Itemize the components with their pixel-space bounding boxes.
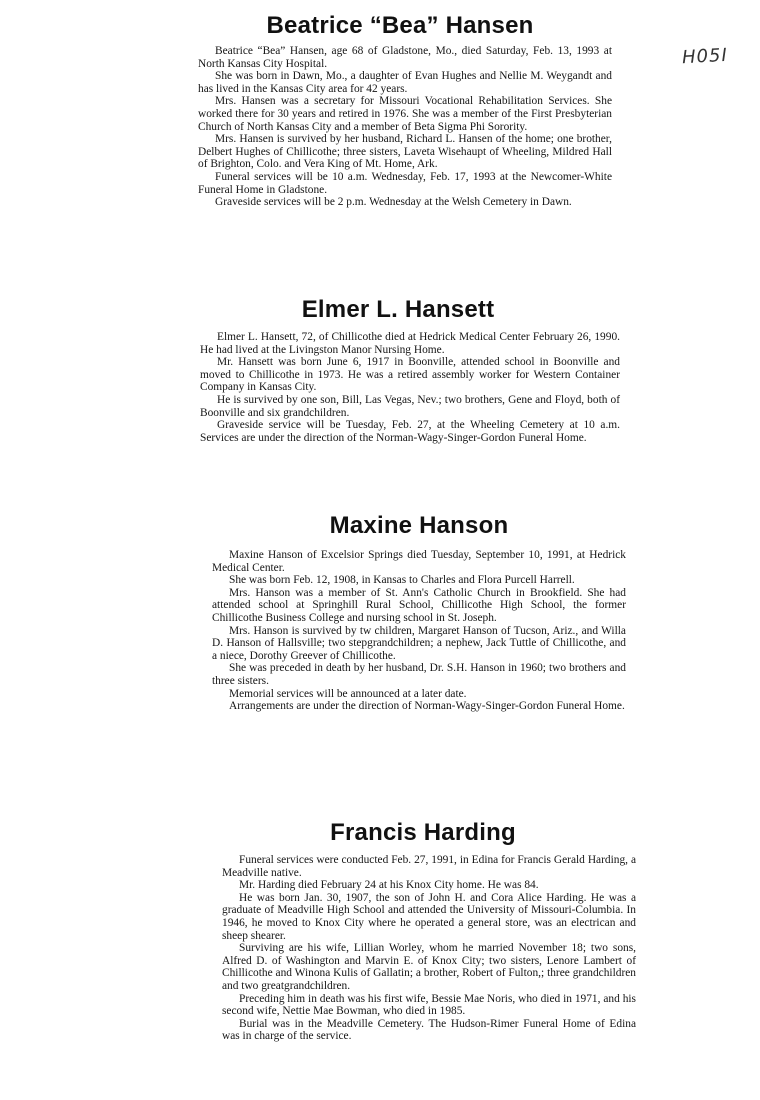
obituary-paragraph: Mrs. Hanson was a member of St. Ann's Catholic Church in Brookfield. She had attended school at Springhill Rural School, Chillicothe High School, the former Chillicothe Business College and nursing school in St. Joseph. [212,586,626,624]
obituary-paragraph: She was preceded in death by her husband, Dr. S.H. Hanson in 1960; two brothers and three sisters. [212,662,626,687]
obituary-paragraph: Mrs. Hansen was a secretary for Missouri Vocational Rehabilitation Services. She worked there for 30 years and retired in 1976. She was a member of the First Presbyterian Church of North Kansas City and a member of Beta Sigma Phi Sorority. [198,95,612,133]
handwritten-note: H05I [681,44,729,69]
obituary-elmer-hansett [200,296,620,444]
obituary-paragraph: Elmer L. Hansett, 72, of Chillicothe died at Hedrick Medical Center February 26, 1990. He had lived at the Livingston Manor Nursing Home. [200,331,620,356]
obituary-paragraph: He was born Jan. 30, 1907, the son of John H. and Cora Alice Harding. He was a graduate of Meadville High School and attended the University of Missouri-Columbia. In 1946, he moved to Knox City where he operated a general store, was an electrican and sheep shearer. [222,891,636,942]
obituary-paragraph: Mr. Harding died February 24 at his Knox City home. He was 84. [239,879,539,892]
obituary-paragraph: Preceding him in death was his first wife, Bessie Mae Noris, who died in 1971, and his second wife, Nettie Mae Bowman, who died in 1985. [222,992,636,1018]
obituary-name: Beatrice “Bea” Hansen [266,12,534,39]
obituary-paragraph: Surviving are his wife, Lillian Worley, whom he married November 18; two sons, Alfred D. of Washington and Marvin E. of Knox City; two sisters, Lenore Lambert of Chillicothe and Winona Kulis of Gallatin; a brother, Robert of Fulton,; three grandchildren and two greatgrandchildren. [222,942,636,992]
obituary-paragraph: Beatrice “Bea” Hansen, age 68 of Gladstone, Mo., died Saturday, Feb. 13, 1993 at North Kansas City Hospital. [198,45,612,70]
obituary-name: Elmer L. Hansett [301,296,495,323]
obituary-paragraph: Mr. Hansett was born June 6, 1917 in Boonville, attended school in Boonville and moved to Chillicothe in 1973. He was a retired assembly worker for Western Container Company in Kansas City. [200,356,620,394]
obituary-paragraph: Graveside service will be Tuesday, Feb. 27, at the Wheeling Cemetery at 10 a.m. Services are under the direction of the Norman-Wagy-Singer-Gordon Funeral Home. [200,419,620,444]
obituary-paragraph: Memorial services will be announced at a later date. [229,687,467,700]
obituary-name: Maxine Hanson [329,512,509,539]
obituary-paragraph: Mrs. Hansen is survived by her husband, Richard L. Hansen of the home; one brother, Delbert Hughes of Chillicothe; three sisters, Laveta Wisehaupt of Wheeling, Mildred Hall of Brighton, Colo. and Vera King of Mt. Home, Ark. [198,133,612,171]
obituary-paragraph: Burial was in the Meadville Cemetery. The Hudson-Rimer Funeral Home of Edina was in charge of the service. [222,1017,636,1043]
obituary-paragraph: She was born Feb. 12, 1908, in Kansas to Charles and Flora Purcell Harrell. [229,574,575,587]
obituary-paragraph: She was born in Dawn, Mo., a daughter of Evan Hughes and Nellie M. Weygandt and has lived in the Kansas City area for 42 years. [198,70,612,95]
obituary-beatrice-hansen [198,12,612,209]
obituary-paragraph: Arrangements are under the direction of Norman-Wagy-Singer-Gordon Funeral Home. [229,700,625,713]
obituary-paragraph: Maxine Hanson of Excelsior Springs died Tuesday, September 10, 1991, at Hedrick Medical Center. [212,549,626,574]
obituary-maxine-hanson [212,512,626,713]
obituary-francis-harding [222,819,636,1043]
obituary-name: Francis Harding [330,819,516,846]
obituary-paragraph: He is survived by one son, Bill, Las Vegas, Nev.; two brothers, Gene and Floyd, both of Boonville and six grandchildren. [200,393,620,419]
obituary-paragraph: Graveside services will be 2 p.m. Wednesday at the Welsh Cemetery in Dawn. [215,196,572,209]
obituary-paragraph: Mrs. Hanson is survived by tw children, Margaret Hanson of Tucson, Ariz., and Willa D. Hanson of Hallsville; two stepgrandchildren; a nephew, Jack Tuttle of Chillicothe, and a niece, Dorothy Greever of Chillicothe. [212,624,626,662]
obituary-paragraph: Funeral services were conducted Feb. 27, 1991, in Edina for Francis Gerald Harding, a Meadville native. [222,854,636,879]
obituary-paragraph: Funeral services will be 10 a.m. Wednesday, Feb. 17, 1993 at the Newcomer-White Funeral Home in Gladstone. [198,170,612,196]
